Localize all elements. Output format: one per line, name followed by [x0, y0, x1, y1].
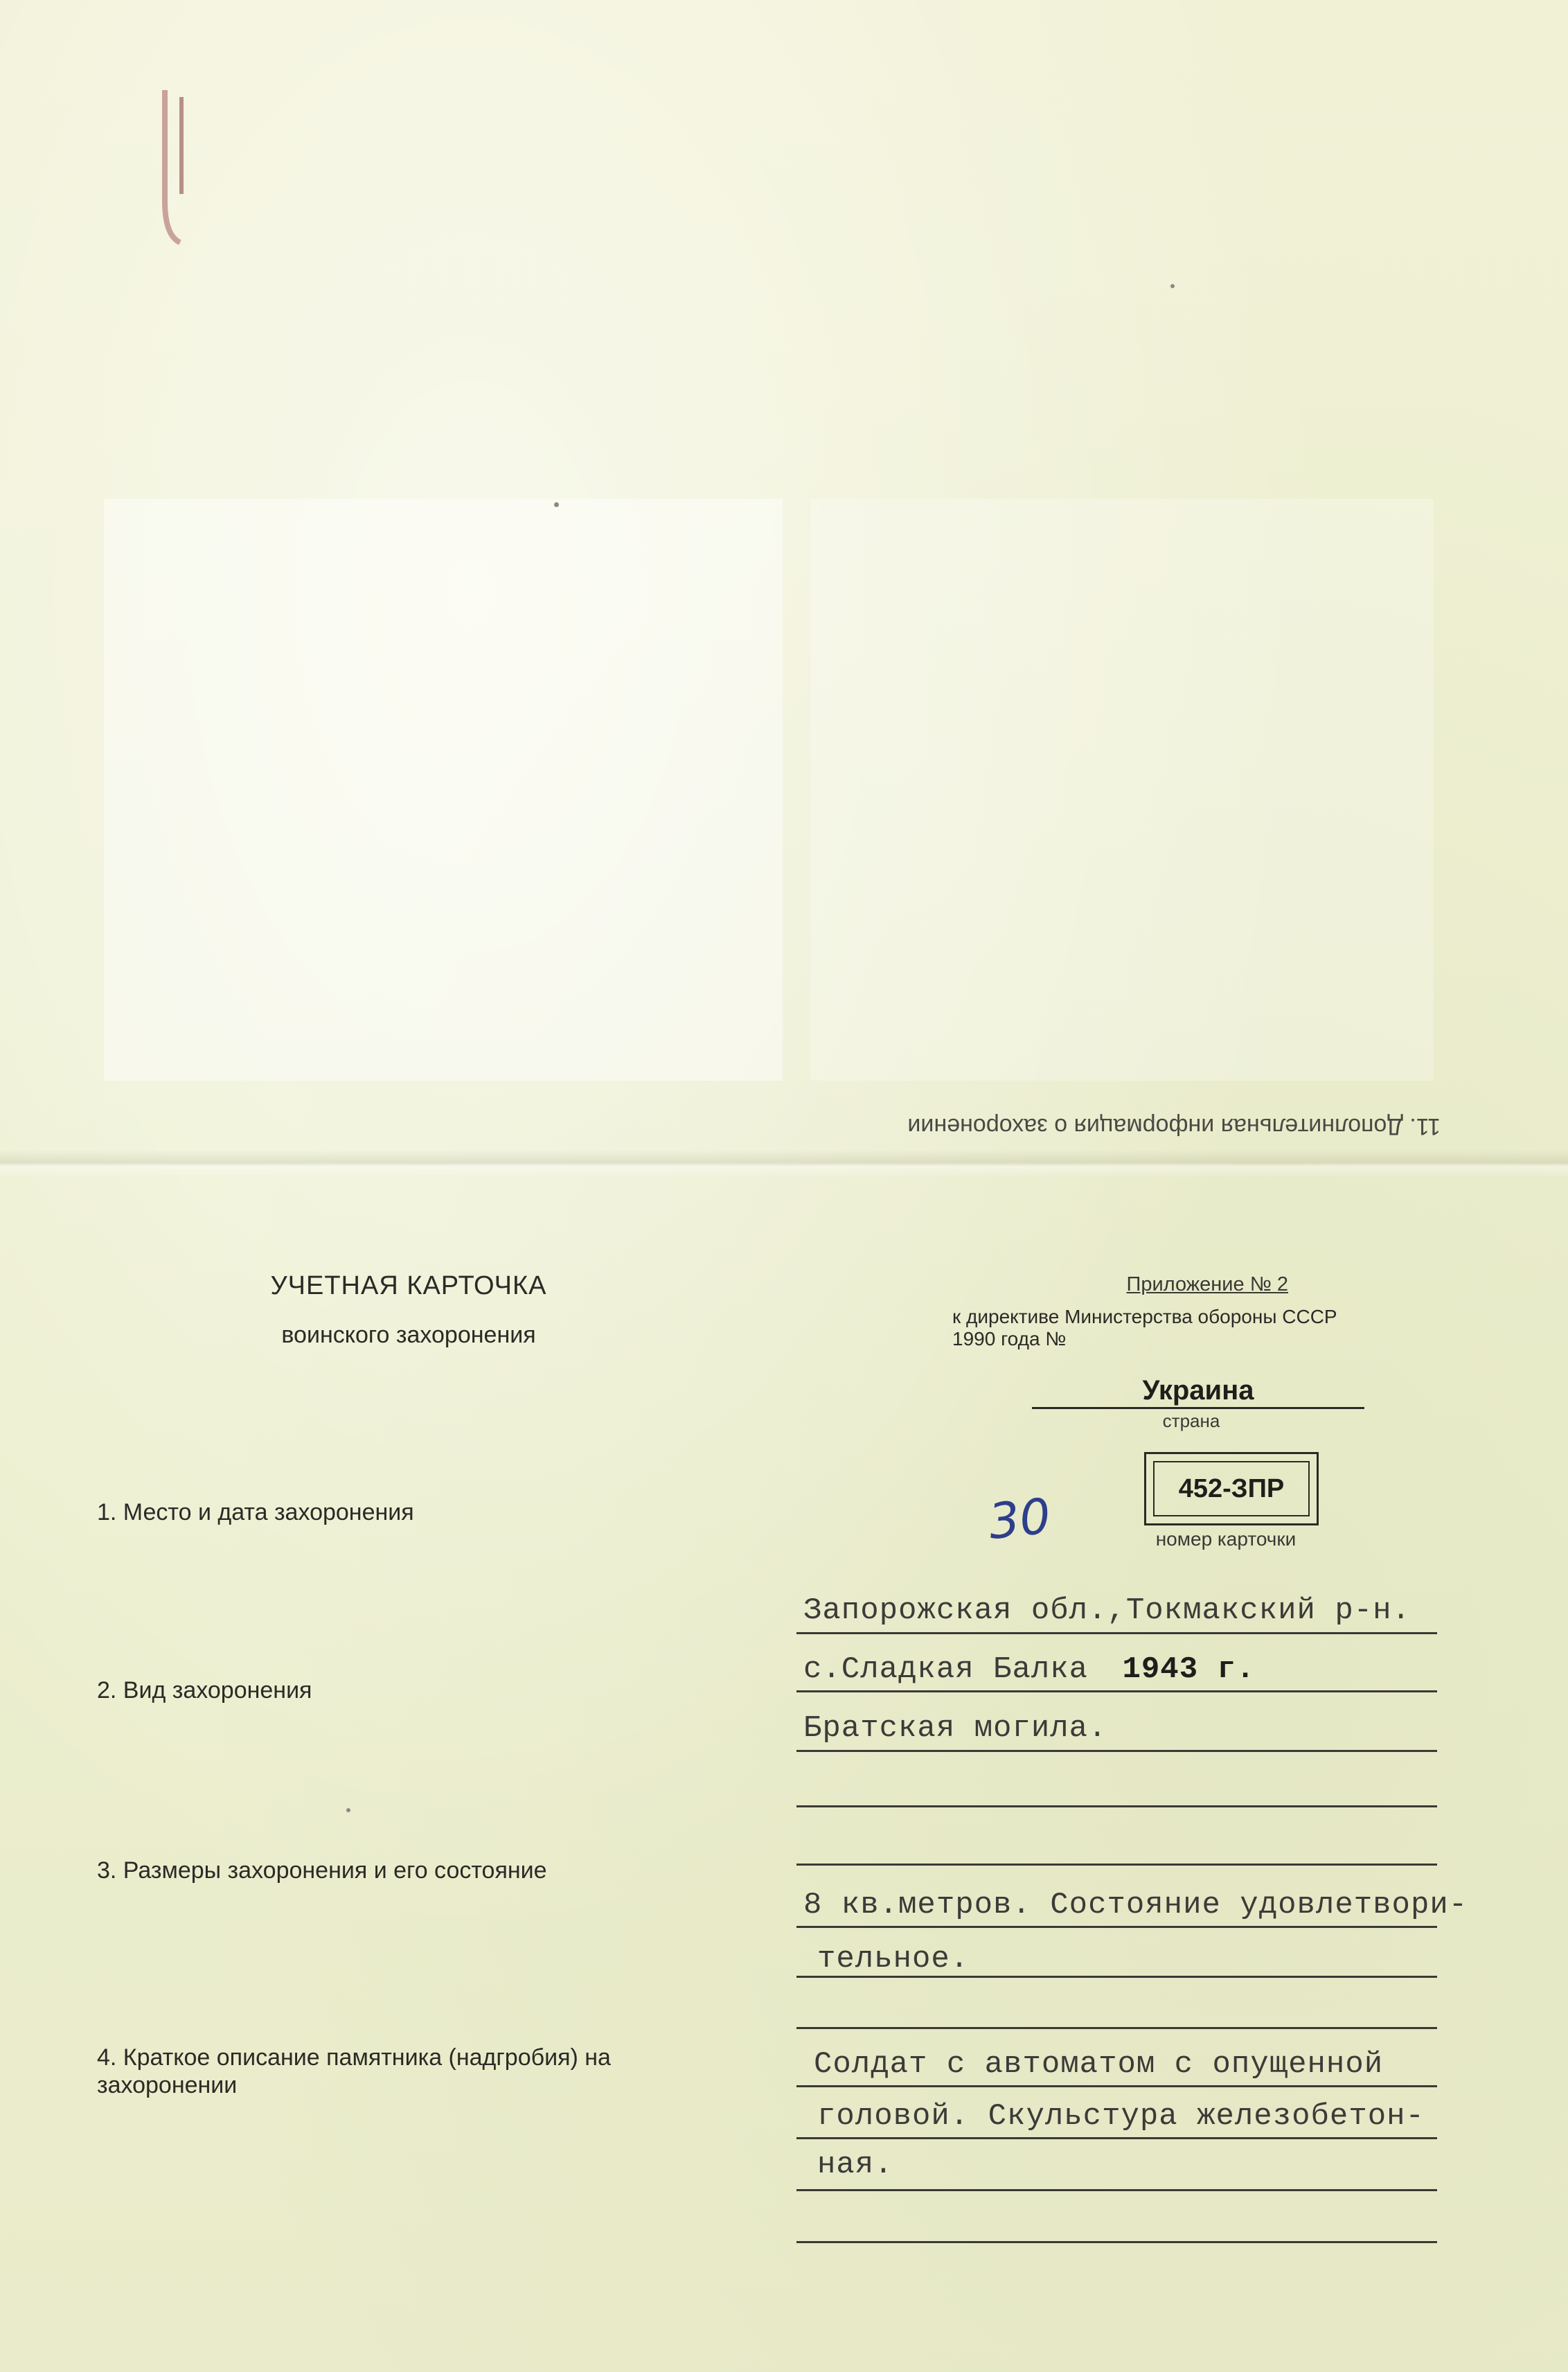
country-label: страна — [1162, 1410, 1220, 1431]
field-2-label: 2. Вид захоронения — [97, 1677, 312, 1703]
card-title: УЧЕТНАЯ КАРТОЧКА — [270, 1271, 547, 1300]
field-4-underline-3 — [796, 2189, 1437, 2191]
card-number-label: номер карточки — [1155, 1528, 1297, 1550]
card-subtitle: воинского захоронения — [281, 1322, 536, 1348]
appendix-number: Приложение № 2 — [1126, 1273, 1288, 1295]
field-4-line-3: ная. — [817, 2148, 893, 2182]
field-3-underline-2 — [796, 1976, 1437, 1978]
field-4-underline-4 — [796, 2241, 1437, 2243]
ink-speck — [346, 1808, 350, 1812]
field-4-underline-2 — [796, 2137, 1437, 2139]
ink-speck — [1170, 284, 1175, 288]
reverse-item-11: 11. Дополнительная информация о захоронении — [907, 1113, 1441, 1140]
paper-fold — [0, 1150, 1568, 1178]
field-4-underline-1 — [796, 2085, 1437, 2087]
field-3-label: 3. Размеры захоронения и его состояние — [97, 1857, 547, 1884]
field-3-underline-1 — [796, 1926, 1437, 1928]
field-4-line-1: Солдат с автоматом с опущенной — [814, 2047, 1384, 2082]
field-1-underline-1 — [796, 1632, 1437, 1634]
faded-photo-area-left — [104, 499, 783, 1081]
field-1-line-2 — [803, 1652, 1454, 1687]
field-2-underline-1 — [796, 1750, 1437, 1752]
paper-clip-mark-icon — [145, 76, 194, 256]
card-number-box — [1144, 1452, 1319, 1525]
directive-line-2: 1990 года № — [952, 1328, 1067, 1349]
field-2-underline-3 — [796, 1864, 1437, 1866]
field-3-line-1: 8 кв.метров. Состояние удовлетвори- — [803, 1888, 1468, 1922]
field-1-underline-2 — [796, 1690, 1437, 1692]
field-1-year: 1943 г. — [1122, 1652, 1256, 1687]
field-3-underline-3 — [796, 2027, 1437, 2029]
field-2-underline-2 — [796, 1805, 1437, 1807]
card-number: 452-ЗПР — [1153, 1461, 1310, 1516]
directive-reference — [952, 1306, 1437, 1350]
field-1-place: с.Сладкая Балка — [803, 1652, 1089, 1687]
field-3-line-2: тельное. — [817, 1942, 970, 1976]
field-1-label: 1. Место и дата захоронения — [97, 1499, 414, 1525]
field-4-label: 4. Краткое описание памятника (надгробия) на захоронении — [97, 2044, 611, 2098]
country-value: Украина — [1032, 1375, 1364, 1409]
field-1-line-1: Запорожская обл.,Токмакский р-н. — [803, 1593, 1411, 1628]
handwritten-mark: 30 — [986, 1487, 1053, 1551]
field-2-line-1: Братская могила. — [803, 1711, 1107, 1746]
field-4-line-2: головой. Скульстура железобетон- — [817, 2099, 1425, 2134]
faded-photo-area-right — [810, 499, 1434, 1081]
ink-speck — [554, 502, 559, 507]
directive-line-1: к директиве Министерства обороны СССР — [952, 1306, 1337, 1327]
